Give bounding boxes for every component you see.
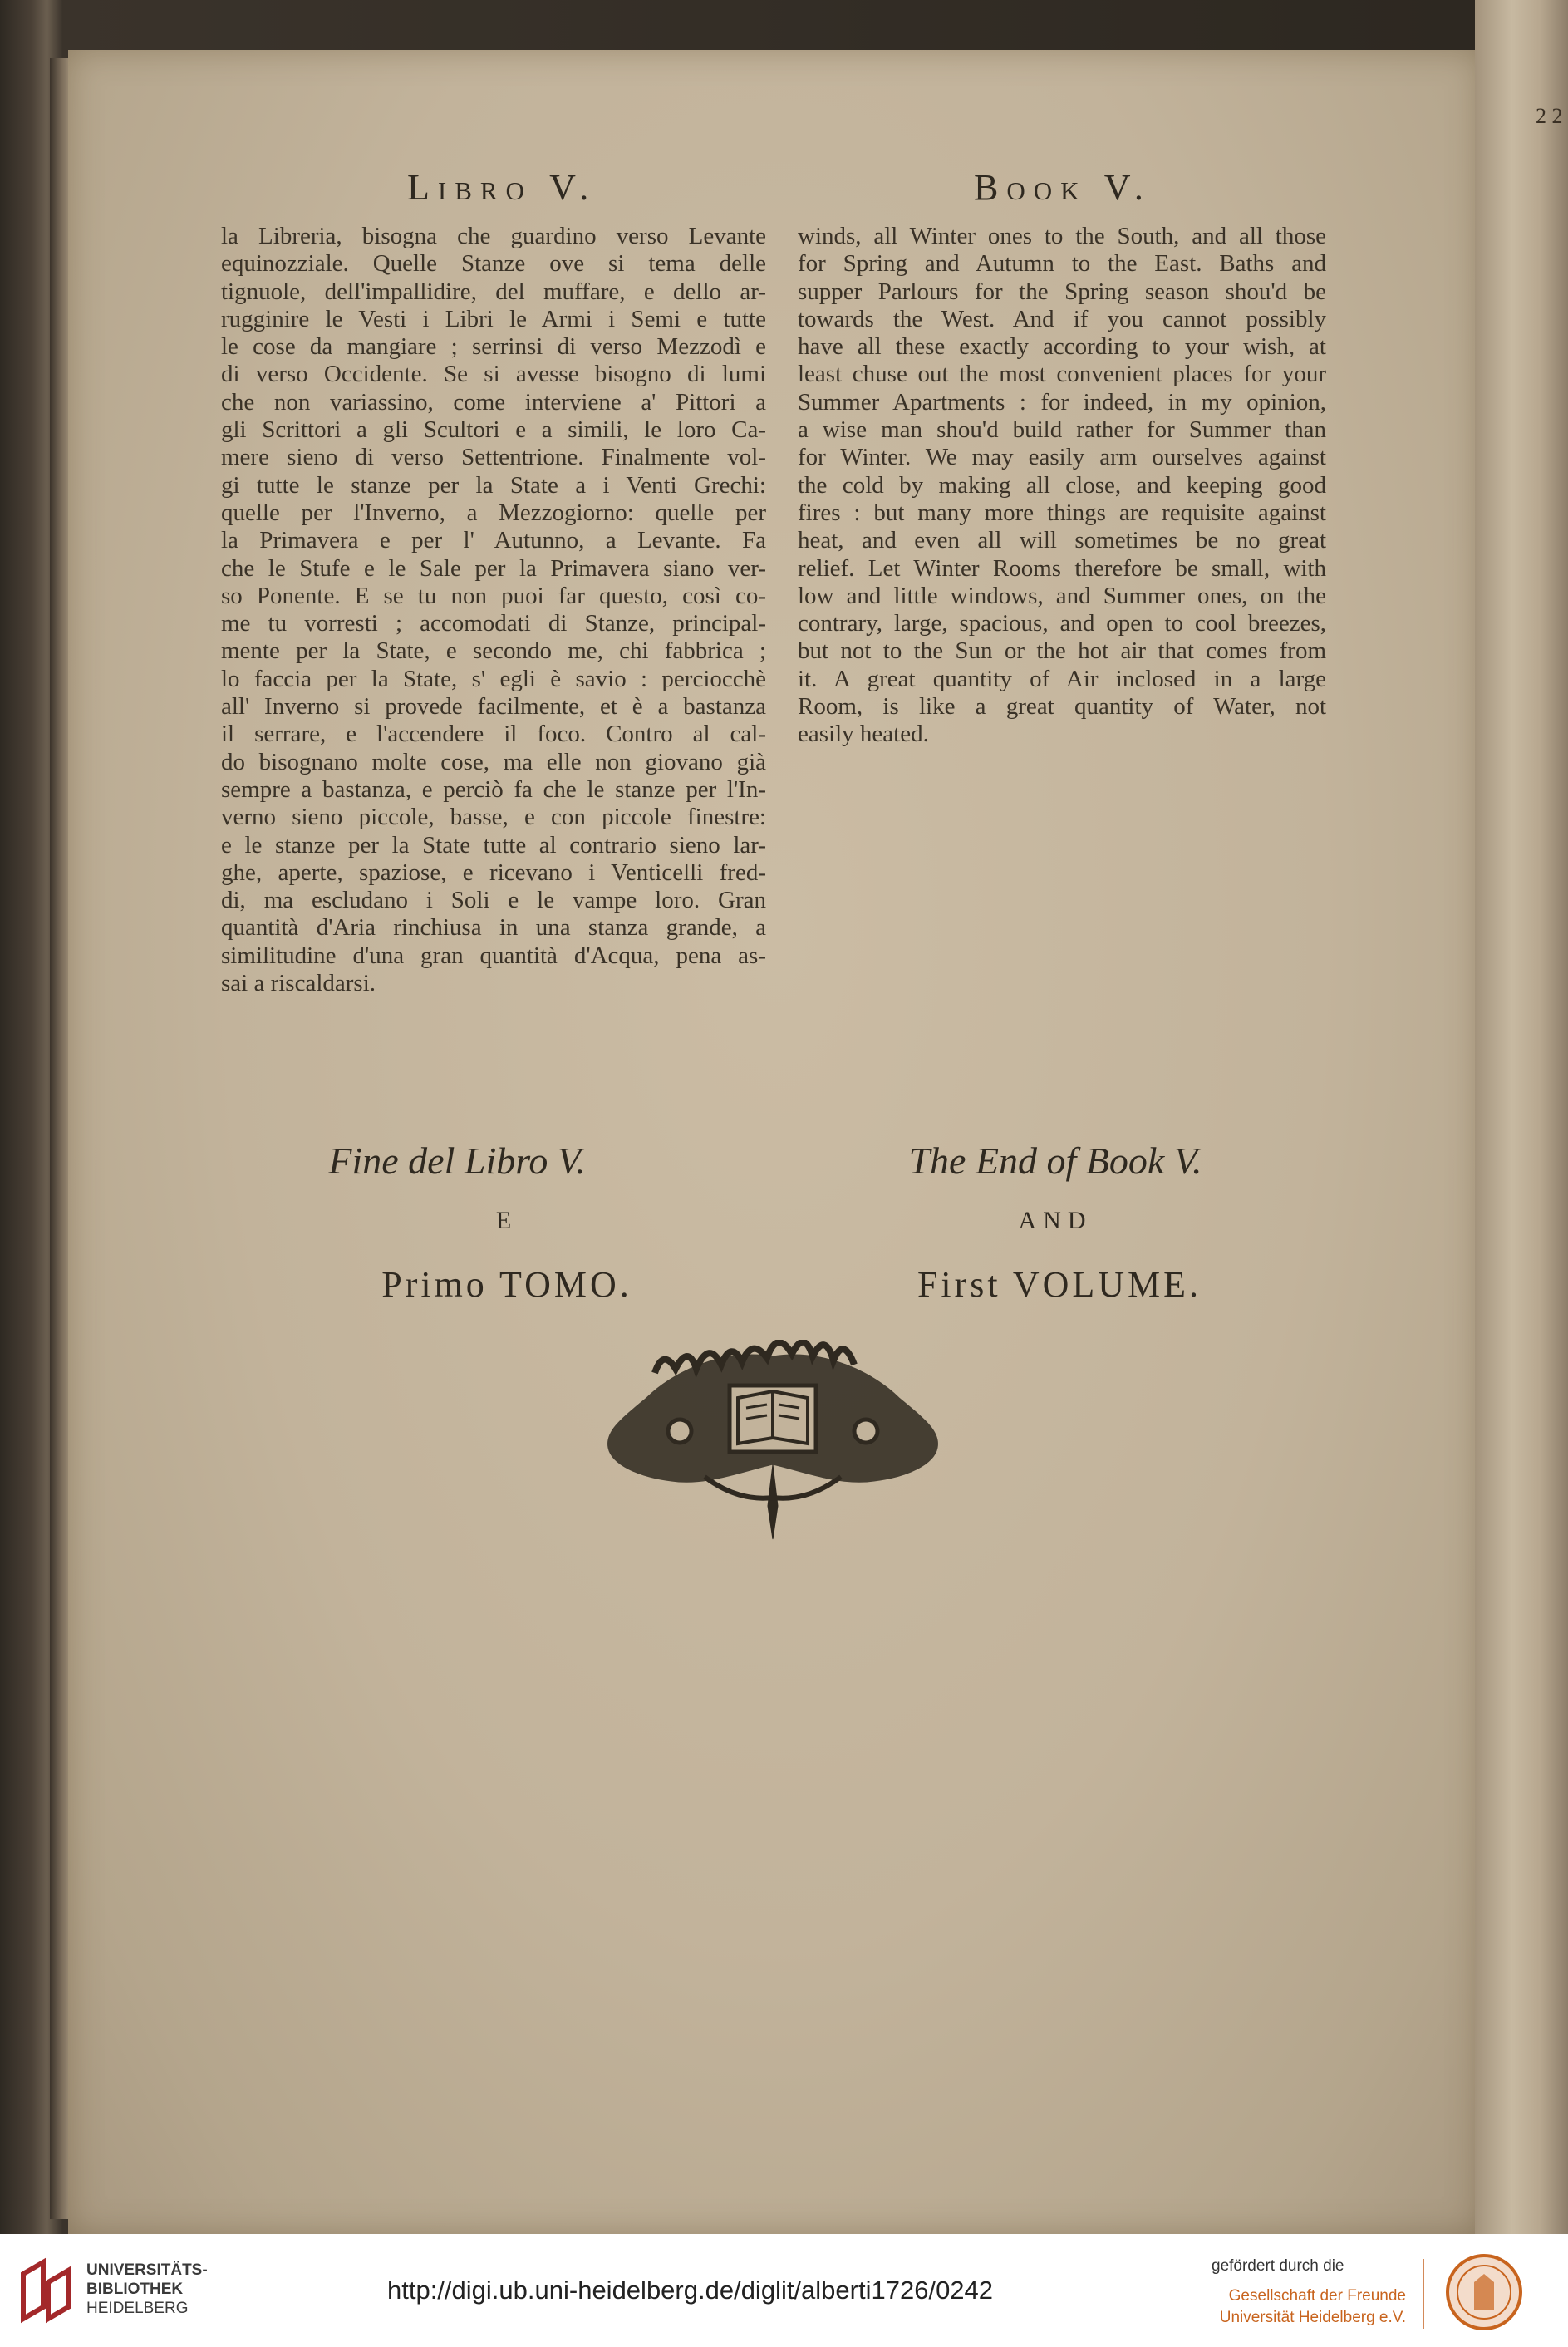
italian-text-line: gli Scrittori a gli Scultori e a simili, le loro Ca- [221,416,766,444]
end-volume-english: First VOLUME. [917,1264,1202,1305]
italian-text-line: di, ma escludano i Soli e le vampe loro. Gran [221,887,766,914]
italian-text-line: mere sieno di verso Settentrione. Finalmente vol- [221,444,766,471]
italian-text-line: do bisognano molte cose, ma elle non giovano già [221,748,766,775]
printer-ornament-icon [605,1340,941,1547]
english-text-line: but not to the Sun or the hot air that comes from [798,637,1326,665]
english-text-column [798,223,1326,749]
running-head-italian: Libro V. [407,167,597,208]
italian-text-line: e le stanze per la State tutte al contrario sieno lar- [221,831,766,859]
italian-text-line: lo faccia per la State, s' egli è savio : perciocchè [221,665,766,692]
italian-text-line: verno sieno piccole, basse, e con piccole finestre: [221,804,766,831]
english-text-line: it. A great quantity of Air inclosed in a large [798,665,1326,692]
footer-bar [0,2234,1568,2347]
margin-marks: 2 2 [1536,104,1563,128]
italian-text-line: equinozziale. Quelle Stanze ove si tema delle [221,250,766,278]
end-title-italian: Fine del Libro V. [328,1139,586,1182]
italian-text-line: che le Stufe e le Sale per la Primavera siano ver- [221,554,766,582]
italian-text-line: che non variassino, come interviene a' Pittori a [221,388,766,416]
english-text-line: Summer Apartments : for indeed, in my opinion, [798,388,1326,416]
english-text-line: low and little windows, and Summer ones, on the [798,582,1326,609]
permalink-url[interactable]: http://digi.ub.uni-heidelberg.de/diglit/alberti1726/0242 [387,2276,994,2305]
english-text-line: easily heated. [798,721,929,748]
italian-text-line: il serrare, e l'accendere il foco. Contro al cal- [221,721,766,748]
library-line-2: BIBLIOTHEK [86,2281,184,2298]
italian-text-line: mente per la State, e secondo me, chi fabbrica ; [221,637,766,665]
english-text-line: towards the West. And if you cannot possibly [798,305,1326,332]
italian-text-line: rugginire le Vesti i Libri le Armi i Semi e tutte [221,305,766,332]
english-text-line: supper Parlours for the Spring season shou'd be [798,278,1326,305]
english-text-line: least chuse out the most convenient places for your [798,361,1326,388]
society-line-1: Gesellschaft der Freunde [1228,2287,1406,2305]
italian-text-line: la Libreria, bisogna che guardino verso Levante [221,223,766,249]
english-text-line: a wise man shou'd build rather for Summer than [798,416,1326,444]
italian-text-line: sai a riscaldarsi. [221,970,376,997]
italian-text-line: me tu vorresti ; accomodati di Stanze, principal- [221,610,766,637]
running-head-english: Book V. [974,167,1152,208]
english-text-line: have all these exactly according to your wish, at [798,333,1326,361]
english-text-line: relief. Let Winter Rooms therefore be small, with [798,554,1326,582]
italian-text-line: ghe, aperte, spaziose, e ricevano i Venticelli fred- [221,859,766,886]
page-spine-edge [50,58,70,2219]
ub-heidelberg-logo-icon[interactable] [18,2257,76,2324]
italian-text-line: quantità d'Aria rinchiusa in una stanza grande, a [221,914,766,942]
english-text-line: heat, and even all will sometimes be no great [798,527,1326,554]
english-text-line: Room, is like a great quantity of Water, not [798,693,1326,721]
italian-text-line: di verso Occidente. Se si avesse bisogno di lumi [221,361,766,388]
italian-text-line: sempre a bastanza, e perciò fa che le stanze per l'In- [221,775,766,803]
university-seal-icon [1444,2252,1524,2332]
english-text-line: winds, all Winter ones to the South, and all those [798,223,1326,249]
library-name [86,2261,208,2318]
italian-text-line: le cose da mangiare ; serrinsi di verso Mezzodì e [221,333,766,361]
italian-text-column [221,223,766,997]
italian-text-line: similitudine d'una gran quantità d'Acqua, pena as- [221,942,766,969]
italian-text-line: all' Inverno si provede facilmente, et è a bastanza [221,693,766,721]
society-line-2: Universität Heidelberg e.V. [1219,2309,1406,2326]
end-title-english: The End of Book V. [908,1139,1202,1182]
page-fore-edge [1475,0,1568,2234]
italian-text-line: tignuole, dell'impallidire, del muffare, e dello ar- [221,278,766,305]
library-line-3: HEIDELBERG [86,2300,189,2317]
library-line-1: UNIVERSITÄTS- [86,2261,208,2279]
italian-text-line: quelle per l'Inverno, a Mezzogiorno: quelle per [221,499,766,526]
italian-text-line: la Primavera e per l' Autunno, a Levante. Fa [221,527,766,554]
english-text-line: for Winter. We may easily arm ourselves against [798,444,1326,471]
end-volume-italian: Primo TOMO. [381,1264,632,1305]
funded-by-label: gefördert durch die [1212,2257,1344,2275]
footer-divider [1423,2259,1424,2329]
english-text-line: fires : but many more things are requisite against [798,499,1326,526]
english-text-line: for Spring and Autumn to the East. Baths and [798,250,1326,278]
italian-text-line: so Ponente. E se tu non puoi far questo, così co- [221,582,766,609]
english-text-line: the cold by making all close, and keeping good [798,471,1326,499]
society-name[interactable] [1202,2285,1406,2329]
end-and-italian: E [495,1207,519,1234]
italian-text-line: gi tutte le stanze per la State a i Venti Grechi: [221,471,766,499]
english-text-line: contrary, large, spacious, and open to cool breezes, [798,610,1326,637]
end-and-english: AND [1018,1207,1093,1234]
